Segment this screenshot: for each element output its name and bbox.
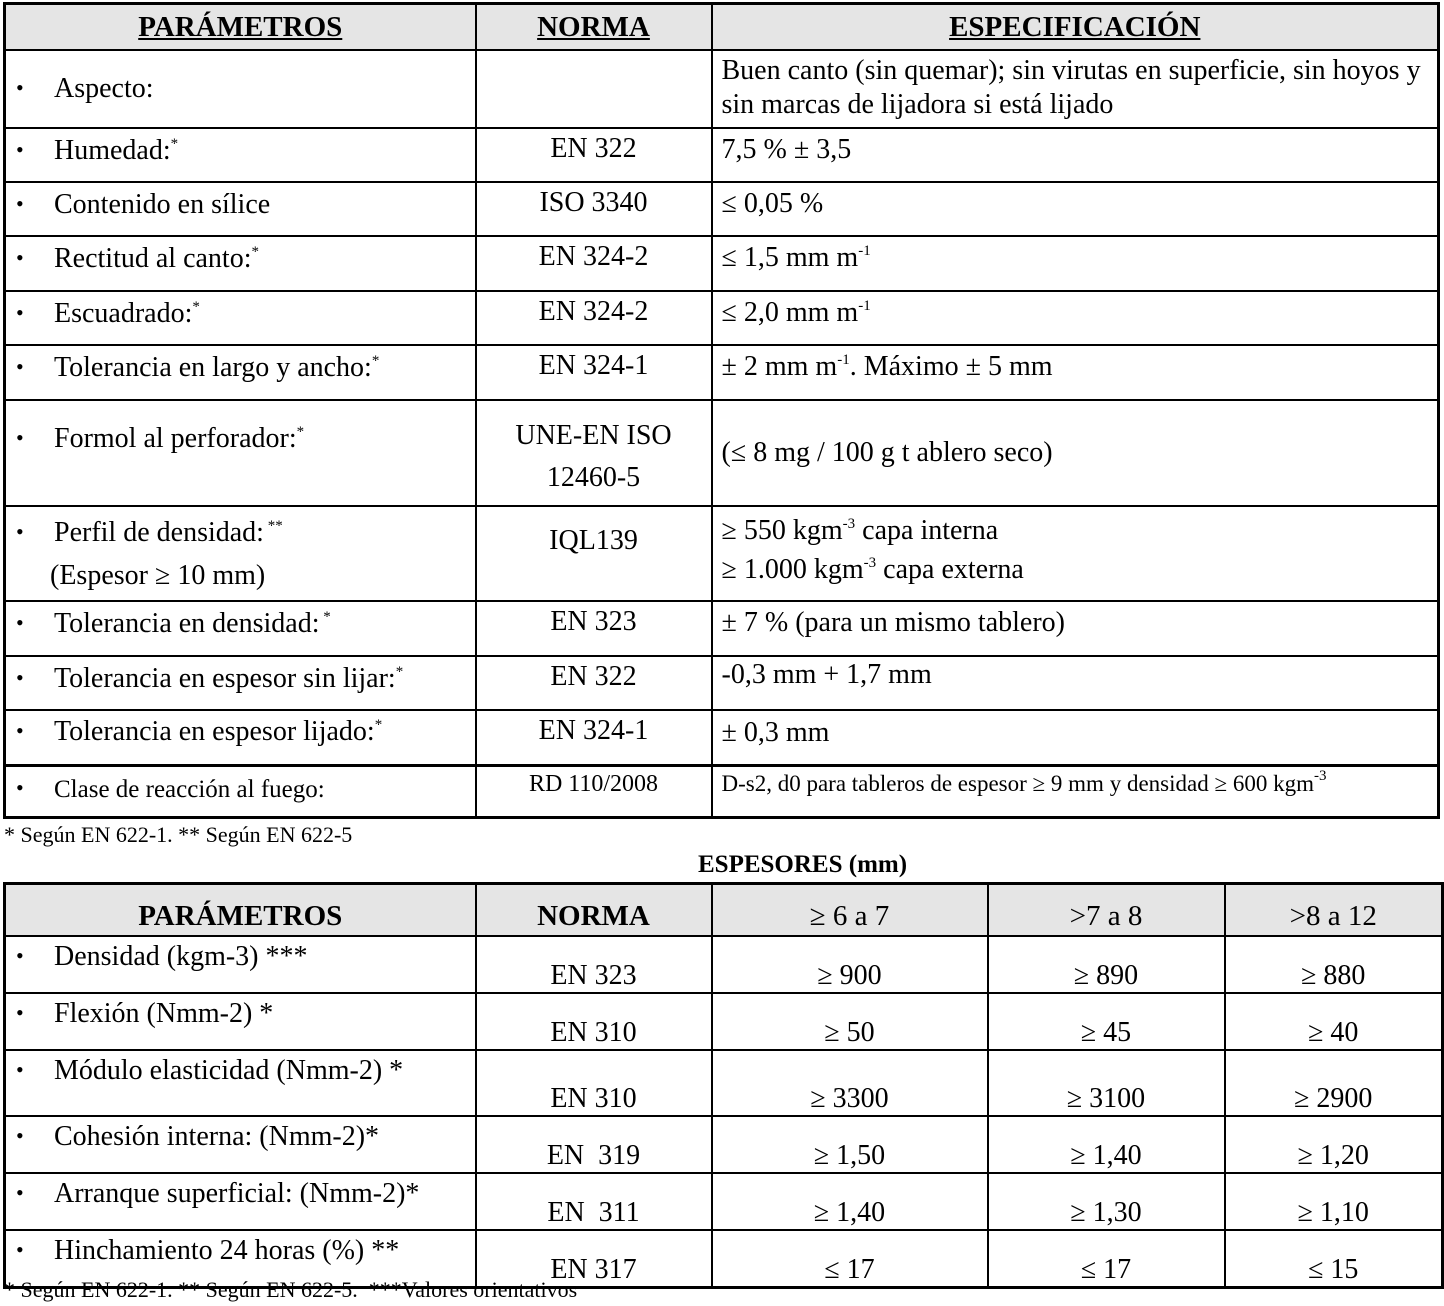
bullet-icon: • (16, 1180, 24, 1205)
header-parametros: PARÁMETROS (5, 884, 476, 937)
bullet-icon: • (16, 300, 24, 325)
bullet-icon: • (16, 245, 24, 270)
bullet-icon: • (16, 943, 24, 968)
table-row: • Tolerancia en espesor lijado:* EN 324-1 ± 0,3 mm (5, 710, 1439, 765)
bullet-icon: • (16, 718, 24, 743)
table-row: • Cohesión interna: (Nmm-2)* EN 319 ≥ 1,50 ≥ 1,40 ≥ 1,20 (5, 1116, 1443, 1173)
table-row: • Clase de reacción al fuego: RD 110/2008 D-s2, d0 para tableros de espesor ≥ 9 mm y densidad ≥ 600 kgm$^{-3}$ (5, 765, 1439, 817)
table-row: • Escuadrado:* EN 324-2 ≤ 2,0 mm $m^{-1}$ (5, 291, 1439, 345)
table-row: • Perfil de densidad: ** (Espesor ≥ 10 mm) IQL139 ≥ 550 kgm$^{-3}$ capa interna ≥ 1.000 kgm$^{-3}$ capa externa (5, 506, 1439, 601)
header-especificacion: ESPECIFICACIÓN (712, 4, 1439, 51)
bullet-icon: • (16, 354, 24, 379)
table-row: • Humedad:* EN 322 7,5 % ± 3,5 (5, 128, 1439, 182)
header-parametros: PARÁMETROS (5, 4, 476, 51)
table-row: • Rectitud al canto:* EN 324-2 ≤ 1,5 mm $m^{-1}$ (5, 236, 1439, 291)
table-row: • Densidad (kgm-3) *** EN 323 ≥ 900 ≥ 890 ≥ 880 (5, 936, 1443, 993)
table-row: • Contenido en sílice ISO 3340 ≤ 0,05 % (5, 182, 1439, 236)
bullet-icon: • (16, 1123, 24, 1148)
bullet-icon: • (16, 1237, 24, 1262)
table-row: • Aspecto: Buen canto (sin quemar); sin virutas en superficie, sin hoyos y sin marcas de lijadora si está lijado (5, 50, 1439, 128)
table-header-row (5, 884, 1443, 937)
bullet-icon: • (16, 137, 24, 162)
header-norma: NORMA (476, 884, 712, 937)
table-row: • Arranque superficial: (Nmm-2)* EN 311 ≥ 1,40 ≥ 1,30 ≥ 1,10 (5, 1173, 1443, 1230)
bullet-icon: • (16, 1000, 24, 1025)
bullet-icon: • (16, 665, 24, 690)
properties-table (3, 882, 1444, 1289)
header-espesor-6-7: ≥ 6 a 7 (712, 884, 988, 937)
table-row: • Tolerancia en espesor sin lijar:* EN 322 -0,3 mm + 1,7 mm (5, 656, 1439, 710)
table-row: • Módulo elasticidad (Nmm-2) * EN 310 ≥ 3300 ≥ 3100 ≥ 2900 (5, 1050, 1443, 1116)
bullet-icon: • (16, 774, 24, 800)
table-row: • Hinchamiento 24 horas (%) ** EN 317 ≤ 17 ≤ 17 ≤ 15 (5, 1230, 1443, 1288)
table-row: • Flexión (Nmm-2) * EN 310 ≥ 50 ≥ 45 ≥ 40 (5, 993, 1443, 1050)
table-row: • Formol al perforador:* UNE-EN ISO 12460-5 (≤ 8 mg / 100 g t ablero seco) (5, 400, 1439, 506)
bullet-icon: • (16, 75, 24, 100)
bullet-icon: • (16, 519, 24, 544)
bullet-icon: • (16, 610, 24, 635)
header-espesor-8-12: >8 a 12 (1225, 884, 1443, 937)
table-header-row (5, 4, 1439, 51)
footnote-table2: * Según EN 622-1. ** Según EN 622-5. ***Valores orientativos (4, 1277, 578, 1302)
specifications-table (3, 2, 1440, 819)
footnote-table1: * Según EN 622-1. ** Según EN 622-5 (4, 822, 353, 847)
bullet-icon: • (16, 425, 24, 450)
bullet-icon: • (16, 1057, 24, 1082)
table-row: • Tolerancia en largo y ancho:* EN 324-1 ± 2 mm $m^{-1}$. Máximo ± 5 mm (5, 345, 1439, 400)
espesores-title: ESPESORES (mm) (698, 851, 908, 878)
table-row: • Tolerancia en densidad: * EN 323 ± 7 % (para un mismo tablero) (5, 601, 1439, 656)
header-norma: NORMA (476, 4, 712, 51)
header-espesor-7-8: >7 a 8 (988, 884, 1225, 937)
bullet-icon: • (16, 191, 24, 216)
